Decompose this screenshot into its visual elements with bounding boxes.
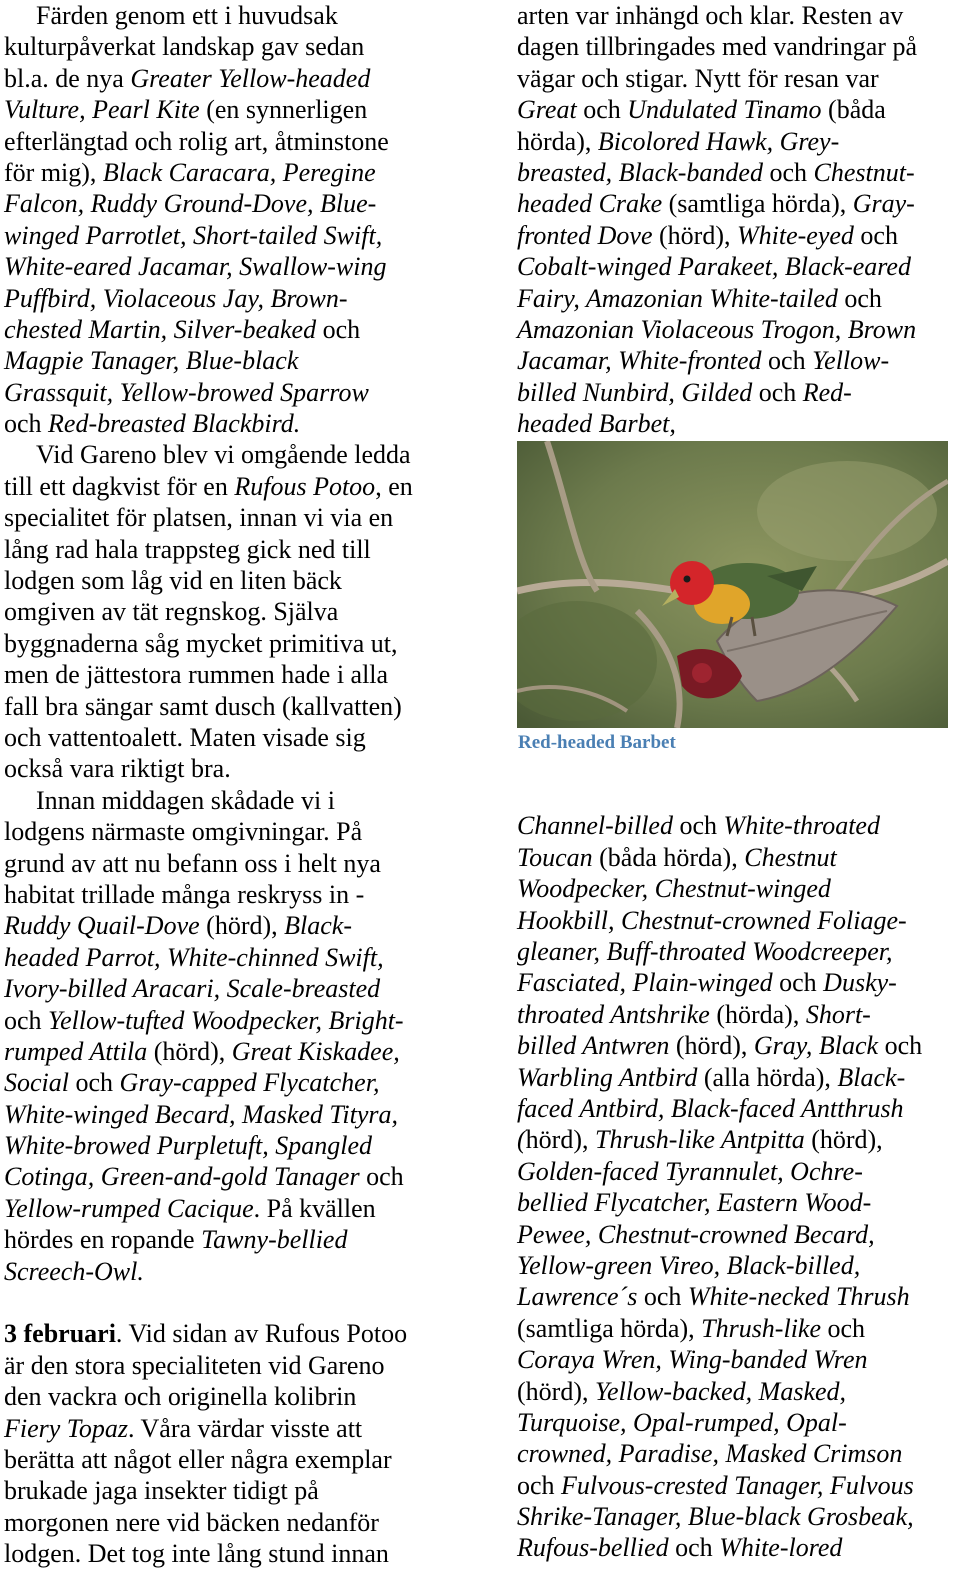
species-name: rumped Attila bbox=[4, 1036, 148, 1066]
species-name: bellied Flycatcher, Eastern Wood- bbox=[517, 1188, 872, 1218]
photo-caption: Red-headed Barbet bbox=[518, 732, 676, 754]
text-run: och bbox=[853, 220, 898, 250]
species-name: gleaner, Buff-throated Woodcreeper, bbox=[517, 937, 893, 967]
text-line bbox=[4, 628, 496, 659]
species-name: Dusky- bbox=[823, 968, 897, 998]
text-line bbox=[4, 1381, 496, 1412]
text-run: (hörd), bbox=[669, 1031, 754, 1061]
species-name: White-winged Becard, Masked Tityra, bbox=[4, 1099, 399, 1129]
species-name: breasted, Black-banded bbox=[517, 157, 763, 187]
text-line bbox=[517, 1219, 957, 1250]
text-run: och bbox=[821, 1313, 866, 1343]
text-line bbox=[4, 1036, 496, 1067]
text-line bbox=[517, 408, 957, 439]
species-name: billed Nunbird, Gilded bbox=[517, 377, 753, 407]
species-name: White-eared Jacamar, Swallow-wing bbox=[4, 252, 387, 282]
species-name: Shrike-Tanager, Blue-black Grosbeak, bbox=[517, 1502, 914, 1532]
text-line bbox=[517, 905, 957, 936]
text-run: (hörda), bbox=[709, 999, 806, 1029]
text-run: bl.a. de nya bbox=[4, 63, 131, 93]
species-name: Jacamar, White-fronted bbox=[517, 346, 762, 376]
species-name: Great Kiskadee, bbox=[231, 1036, 400, 1066]
text-line bbox=[4, 1099, 496, 1130]
text-line bbox=[4, 94, 496, 125]
species-name: Lawrence´s bbox=[517, 1282, 638, 1312]
text-line bbox=[517, 873, 957, 904]
species-name: Woodpecker, Chestnut-winged bbox=[517, 874, 831, 904]
species-name: Puffbird, Violaceous Jay, Brown- bbox=[4, 283, 348, 313]
text-line bbox=[4, 753, 496, 784]
text-line bbox=[4, 816, 496, 847]
text-line bbox=[4, 1507, 496, 1538]
species-name: Social bbox=[4, 1068, 69, 1098]
red-headed-barbet-image bbox=[517, 441, 948, 728]
text-line bbox=[4, 502, 496, 533]
species-name: Fiery Topaz bbox=[4, 1413, 128, 1443]
text-line bbox=[4, 283, 496, 314]
text-run: Färden genom ett i huvudsak bbox=[36, 1, 338, 30]
text-run: (båda bbox=[821, 95, 886, 125]
text-run: Vid Gareno blev vi omgående ledda bbox=[36, 440, 411, 470]
text-line bbox=[517, 220, 957, 251]
species-name: Vulture, Pearl Kite bbox=[4, 95, 200, 125]
text-line bbox=[517, 1501, 957, 1532]
right-text-column bbox=[517, 0, 957, 1564]
species-name: Yellow-tufted Woodpecker, Bright- bbox=[48, 1005, 404, 1035]
species-name: Magpie Tanager, Blue-black bbox=[4, 346, 299, 376]
species-name: Ivory-billed Aracari, Scale-breasted bbox=[4, 974, 381, 1004]
text-line bbox=[4, 126, 496, 157]
species-name: winged Parrotlet, Short-tailed Swift, bbox=[4, 220, 383, 250]
text-run: för mig), bbox=[4, 157, 103, 187]
text-run: lodgen som låg vid en liten bäck bbox=[4, 566, 342, 596]
text-line bbox=[517, 314, 957, 345]
text-line bbox=[517, 1062, 957, 1093]
text-line bbox=[517, 345, 957, 376]
species-name: Fasciated, Plain-winged bbox=[517, 968, 773, 998]
text-line bbox=[4, 910, 496, 941]
text-run: och bbox=[69, 1068, 120, 1098]
text-run: (båda hörda), bbox=[592, 842, 745, 872]
text-run: brukade jaga insekter tidigt på bbox=[4, 1476, 319, 1506]
text-run: och bbox=[4, 1005, 49, 1035]
text-run: specialitet för platsen, innan vi via en bbox=[4, 503, 394, 533]
text-line bbox=[4, 1224, 496, 1255]
species-name: Channel-billed bbox=[517, 811, 673, 841]
text-run: . Vid sidan av Rufous Potoo bbox=[115, 1319, 408, 1349]
text-run: den vackra och originella kolibrin bbox=[4, 1382, 357, 1412]
text-run: . På kvällen bbox=[253, 1193, 376, 1223]
species-name: Short- bbox=[805, 999, 871, 1029]
species-name: White-eyed bbox=[736, 220, 854, 250]
species-name: Gray-capped Flycatcher, bbox=[119, 1068, 380, 1098]
species-name: Bicolored Hawk, Grey- bbox=[597, 126, 840, 156]
text-run: kulturpåverkat landskap gav sedan bbox=[4, 32, 365, 62]
text-run: byggnaderna såg mycket primitiva ut, bbox=[4, 628, 398, 658]
species-name: Gray, Black bbox=[753, 1031, 879, 1061]
text-run: och bbox=[576, 95, 628, 125]
text-line bbox=[4, 439, 496, 470]
species-name: throated Antshrike bbox=[517, 999, 710, 1029]
text-line bbox=[4, 659, 496, 690]
text-line bbox=[4, 1444, 496, 1475]
text-run: också vara riktigt bra. bbox=[4, 754, 231, 784]
text-run: berätta att något eller några exemplar bbox=[4, 1444, 392, 1474]
text-line bbox=[4, 1413, 496, 1444]
text-run: (en synnerligen bbox=[199, 95, 368, 125]
species-name: Hookbill, Chestnut-crowned Foliage- bbox=[517, 905, 907, 935]
text-run: dagen tillbringades med vandringar på bbox=[517, 32, 917, 62]
species-name: Red-breasted Blackbird. bbox=[48, 409, 301, 439]
species-name: Screech-Owl. bbox=[4, 1256, 144, 1286]
species-name: Ruddy Quail-Dove bbox=[4, 911, 200, 941]
text-run: lång rad hala trappsteg gick ned till bbox=[4, 534, 371, 564]
species-name: faced Antbird, Black-faced Antthrush bbox=[517, 1093, 904, 1123]
text-line bbox=[4, 1350, 496, 1381]
text-run: (hörd), bbox=[652, 220, 737, 250]
species-name: White-browed Purpletuft, Spangled bbox=[4, 1131, 373, 1161]
species-name: Chestnut- bbox=[813, 157, 915, 187]
text-run: (hörd), bbox=[517, 1376, 595, 1406]
species-name: Thrush-like Antpitta bbox=[595, 1125, 805, 1155]
species-name: Rufous-bellied bbox=[517, 1533, 669, 1563]
species-name: chested Martin, Silver-beaked bbox=[4, 314, 317, 344]
text-run: och bbox=[762, 157, 814, 187]
text-run: lodgens närmaste omgivningar. På bbox=[4, 817, 363, 847]
text-line bbox=[517, 1376, 957, 1407]
text-line bbox=[4, 188, 496, 219]
species-name: Chestnut bbox=[744, 842, 837, 872]
text-line bbox=[517, 842, 957, 873]
text-line bbox=[4, 942, 496, 973]
right-text-bottom bbox=[517, 810, 957, 1563]
text-line bbox=[4, 1161, 496, 1192]
text-run: (samtliga hörda), bbox=[662, 189, 853, 219]
text-line bbox=[517, 377, 957, 408]
text-run: (hörd), bbox=[147, 1036, 232, 1066]
species-name: Undulated Tinamo bbox=[627, 95, 822, 125]
text-line bbox=[4, 1538, 496, 1569]
text-run: fall bra sängar samt dusch (kallvatten) bbox=[4, 691, 402, 721]
text-run: Innan middagen skådade vi i bbox=[36, 785, 335, 815]
text-run: och bbox=[772, 968, 824, 998]
text-line bbox=[4, 345, 496, 376]
text-line bbox=[517, 1407, 957, 1438]
text-line bbox=[4, 565, 496, 596]
species-name: Yellow-green Vireo, Black-billed, bbox=[517, 1250, 861, 1280]
text-run: och bbox=[4, 409, 49, 439]
text-line bbox=[4, 63, 496, 94]
text-run: omgiven av tät regnskog. Själva bbox=[4, 597, 339, 627]
text-line bbox=[517, 999, 957, 1030]
text-run: men de jättestora rummen hade i alla bbox=[4, 660, 389, 690]
species-name: Falcon, Ruddy Ground-Dove, Blue- bbox=[4, 189, 377, 219]
text-run: hörd), bbox=[525, 1125, 595, 1155]
text-line bbox=[517, 283, 957, 314]
text-run: är den stora specialiteten vid Gareno bbox=[4, 1350, 385, 1380]
text-line bbox=[4, 879, 496, 910]
text-line bbox=[517, 0, 957, 31]
text-line bbox=[4, 314, 496, 345]
text-run: och bbox=[752, 377, 803, 407]
text-line bbox=[4, 1130, 496, 1161]
species-name: Black- bbox=[284, 911, 352, 941]
text-line bbox=[4, 722, 496, 753]
species-name: Warbling Antbird bbox=[517, 1062, 698, 1092]
species-name: Golden-faced Tyrannulet, Ochre- bbox=[517, 1156, 863, 1186]
text-line bbox=[517, 1250, 957, 1281]
text-line bbox=[4, 220, 496, 251]
text-run: och bbox=[359, 1162, 404, 1192]
text-line bbox=[517, 31, 957, 62]
species-name: White-necked Thrush bbox=[687, 1282, 910, 1312]
species-name: Amazonian Violaceous Trogon, Brown bbox=[517, 314, 917, 344]
text-line bbox=[517, 126, 957, 157]
text-line bbox=[517, 1093, 957, 1124]
text-run: (hörd), bbox=[804, 1125, 883, 1155]
text-run: (samtliga hörda), bbox=[517, 1313, 702, 1343]
text-line bbox=[4, 596, 496, 627]
text-line bbox=[4, 377, 496, 408]
text-line bbox=[4, 785, 496, 816]
text-line bbox=[4, 0, 496, 31]
text-line bbox=[517, 967, 957, 998]
text-line bbox=[517, 1124, 957, 1155]
species-name: headed Crake bbox=[517, 189, 663, 219]
species-name: Grassquit, Yellow-browed Sparrow bbox=[4, 377, 369, 407]
species-name: White-throated bbox=[723, 811, 880, 841]
date-heading: 3 februari bbox=[4, 1319, 116, 1349]
species-name: Fulvous-crested Tanager, Fulvous bbox=[561, 1470, 914, 1500]
blank-line bbox=[4, 1287, 496, 1318]
text-line bbox=[4, 408, 496, 439]
text-line bbox=[517, 1156, 957, 1187]
species-name: crowned, Paradise, Masked Crimson bbox=[517, 1439, 903, 1469]
text-run: (alla hörda), bbox=[697, 1062, 838, 1092]
text-run: till ett dagkvist för en bbox=[4, 471, 235, 501]
text-run: och bbox=[837, 283, 882, 313]
species-name: Fairy, Amazonian White-tailed bbox=[517, 283, 838, 313]
text-line bbox=[4, 534, 496, 565]
text-run: och vattentoalett. Maten visade sig bbox=[4, 722, 366, 752]
species-name: Rufous Potoo bbox=[234, 471, 376, 501]
species-name: fronted Dove bbox=[517, 220, 653, 250]
text-run: , en bbox=[375, 471, 413, 501]
text-run: vägar och stigar. Nytt för resan var bbox=[517, 63, 879, 93]
text-run: grund av att nu befann oss i helt nya bbox=[4, 848, 381, 878]
species-name: Black Caracara, Peregine bbox=[102, 157, 376, 187]
text-run: (hörd), bbox=[199, 911, 285, 941]
text-line bbox=[4, 973, 496, 1004]
text-line bbox=[4, 848, 496, 879]
species-name: Toucan bbox=[517, 842, 593, 872]
species-name: Pewee, Chestnut-crowned Becard, bbox=[517, 1219, 875, 1249]
text-run: . Våra värdar visste att bbox=[128, 1413, 363, 1443]
text-line bbox=[4, 1318, 496, 1349]
text-line bbox=[4, 1067, 496, 1098]
text-line bbox=[517, 157, 957, 188]
text-run: morgonen nere vid bäcken nedanför bbox=[4, 1507, 379, 1537]
species-name: Red- bbox=[802, 377, 852, 407]
text-line bbox=[517, 1187, 957, 1218]
text-line bbox=[4, 1475, 496, 1506]
text-run: och bbox=[316, 314, 361, 344]
text-run: arten var inhängd och klar. Resten av bbox=[517, 1, 904, 30]
species-name: Gray- bbox=[852, 189, 915, 219]
species-name: Greater Yellow-headed bbox=[130, 63, 371, 93]
text-line bbox=[4, 1256, 496, 1287]
species-name: Yellow-rumped Cacique bbox=[4, 1193, 254, 1223]
text-line bbox=[4, 157, 496, 188]
species-name: Great bbox=[517, 95, 577, 125]
species-name: Coraya Wren, Wing-banded Wren bbox=[517, 1345, 868, 1375]
right-text-top bbox=[517, 0, 957, 439]
text-run: och bbox=[517, 1470, 562, 1500]
text-run: efterlängtad och rolig art, åtminstone bbox=[4, 126, 389, 156]
text-line bbox=[4, 471, 496, 502]
species-name: Cotinga, Green-and-gold Tanager bbox=[4, 1162, 360, 1192]
text-line bbox=[517, 1281, 957, 1312]
species-name: Turquoise, Opal-rumped, Opal- bbox=[517, 1407, 847, 1437]
species-name: ( bbox=[517, 1125, 526, 1155]
species-name: headed Barbet, bbox=[517, 409, 676, 439]
text-line bbox=[517, 63, 957, 94]
text-line bbox=[517, 1313, 957, 1344]
text-run: lodgen. Det tog inte lång stund innan bbox=[4, 1539, 389, 1569]
text-line bbox=[517, 810, 957, 841]
species-name: Tawny-bellied bbox=[201, 1225, 348, 1255]
text-line bbox=[517, 1438, 957, 1469]
text-run: habitat trillade många reskryss in - bbox=[4, 879, 365, 909]
bird-photo bbox=[517, 441, 948, 728]
text-line bbox=[4, 1005, 496, 1036]
left-text-column bbox=[4, 0, 496, 1570]
species-name: headed Parrot, White-chinned Swift, bbox=[4, 942, 384, 972]
text-line bbox=[517, 251, 957, 282]
species-name: Yellow-backed, Masked, bbox=[594, 1376, 847, 1406]
text-run: och bbox=[761, 346, 813, 376]
species-name: Yellow- bbox=[812, 346, 890, 376]
species-name: White-lored bbox=[719, 1533, 843, 1563]
species-name: billed Antwren bbox=[517, 1031, 670, 1061]
text-line bbox=[517, 1470, 957, 1501]
text-run: och bbox=[668, 1533, 720, 1563]
text-line bbox=[517, 936, 957, 967]
text-run: och bbox=[672, 811, 724, 841]
text-run: och bbox=[878, 1031, 923, 1061]
species-name: Thrush-like bbox=[701, 1313, 821, 1343]
text-run: hörda), bbox=[517, 126, 598, 156]
text-line bbox=[517, 1030, 957, 1061]
text-run: och bbox=[637, 1282, 688, 1312]
text-line bbox=[517, 1344, 957, 1375]
species-name: Cobalt-winged Parakeet, Black-eared bbox=[517, 252, 911, 282]
text-run: hördes en ropande bbox=[4, 1225, 202, 1255]
text-line bbox=[517, 188, 957, 219]
text-line bbox=[517, 1532, 957, 1563]
species-name: Black- bbox=[837, 1062, 906, 1092]
text-line bbox=[517, 94, 957, 125]
text-line bbox=[4, 31, 496, 62]
text-line bbox=[4, 1193, 496, 1224]
text-line bbox=[4, 251, 496, 282]
text-line bbox=[4, 691, 496, 722]
